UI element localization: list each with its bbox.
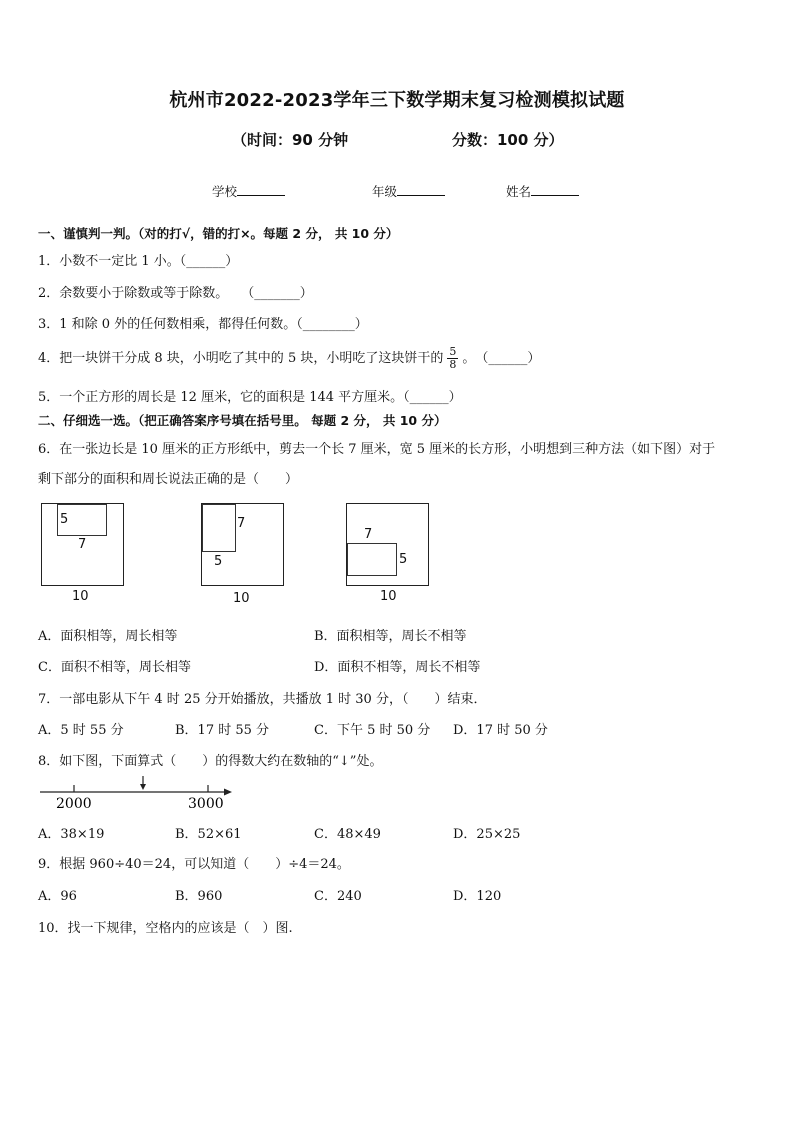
question-1: 1．小数不一定比 1 小。（______） [38, 254, 239, 269]
name-field[interactable] [506, 182, 579, 200]
label-side-5: 5 [214, 554, 223, 569]
fraction-denominator: 8 [449, 358, 457, 371]
label-side-7: 7 [237, 516, 246, 531]
question-7: 7．一部电影从下午 4 时 25 分开始播放，共播放 1 时 30 分，（ ）结束． [38, 692, 487, 707]
question-6-line1: 6．在一张边长是 10 厘米的正方形纸中，剪去一个长 7 厘米，宽 5 厘米的长方形，小明想到三种方法（如下图）对于 [38, 442, 716, 457]
label-side-7: 7 [364, 527, 373, 542]
grade-blank[interactable] [397, 183, 445, 196]
section-1-header: 一、谨慎判一判。（对的打√，错的打×。每题 2 分， 共 10 分） [38, 226, 399, 241]
name-label: 姓名 [506, 184, 532, 199]
school-blank[interactable] [237, 183, 285, 196]
down-arrow-head [140, 784, 146, 790]
label-side-10: 10 [72, 589, 89, 604]
question-2: 2．余数要小于除数或等于除数。 （_______） [38, 286, 313, 301]
fraction-numerator: 5 [449, 345, 457, 358]
school-label: 学校 [212, 184, 238, 199]
cut-rectangle [347, 543, 397, 576]
number-line [36, 774, 236, 814]
q9-option-d[interactable]: D．120 [453, 889, 502, 904]
school-field[interactable] [212, 182, 285, 200]
question-8: 8．如下图，下面算式（ ）的得数大约在数轴的“↓”处。 [38, 754, 383, 769]
q7-option-c[interactable]: C．下午 5 时 50 分 [314, 723, 431, 738]
time-limit: （时间：90 分钟 [232, 131, 349, 149]
q6-option-b[interactable]: B．面积相等，周长不相等 [314, 629, 467, 644]
question-6-line2: 剩下部分的面积和周长说法正确的是（ ） [38, 472, 299, 487]
fraction-5-8 [447, 346, 458, 371]
axis-arrowhead [224, 789, 232, 796]
q9-option-b[interactable]: B．960 [175, 889, 223, 904]
label-side-10: 10 [380, 589, 397, 604]
q8-option-b[interactable]: B．52×61 [175, 827, 242, 842]
label-side-10: 10 [233, 591, 250, 606]
question-4-text: 4．把一块饼干分成 8 块，小明吃了其中的 5 块，小明吃了这块饼干的 [38, 351, 444, 366]
question-10: 10．找一下规律，空格内的应该是（ ）图. [38, 921, 293, 936]
cut-rectangle [202, 504, 236, 552]
q9-option-c[interactable]: C．240 [314, 889, 362, 904]
q8-option-a[interactable]: A．38×19 [38, 827, 105, 842]
label-2000: 2000 [56, 796, 92, 812]
section-2-header: 二、仔细选一选。（把正确答案序号填在括号里。 每题 2 分， 共 10 分） [38, 413, 447, 428]
page-title: 杭州市2022-2023学年三下数学期末复习检测模拟试题 [169, 90, 625, 111]
q9-option-a[interactable]: A．96 [38, 889, 77, 904]
q8-option-c[interactable]: C．48×49 [314, 827, 381, 842]
label-side-5: 5 [399, 552, 408, 567]
q7-option-b[interactable]: B．17 时 55 分 [175, 723, 270, 738]
grade-field[interactable] [372, 182, 445, 200]
name-blank[interactable] [531, 183, 579, 196]
q7-option-d[interactable]: D．17 时 50 分 [453, 723, 548, 738]
grade-label: 年级 [372, 184, 398, 199]
question-3: 3．1 和除 0 外的任何数相乘，都得任何数。（________） [38, 317, 368, 332]
label-3000: 3000 [188, 796, 224, 812]
question-9: 9．根据 960÷40＝24，可以知道（ ）÷4＝24。 [38, 857, 350, 872]
question-5: 5．一个正方形的周长是 12 厘米，它的面积是 144 平方厘米。（______） [38, 390, 462, 405]
q7-option-a[interactable]: A．5 时 55 分 [38, 723, 124, 738]
q8-option-d[interactable]: D．25×25 [453, 827, 521, 842]
q6-option-a[interactable]: A．面积相等，周长相等 [38, 629, 178, 644]
q6-option-d[interactable]: D．面积不相等，周长不相等 [314, 660, 481, 675]
question-4-blank: 。 （______） [462, 351, 541, 366]
question-4 [38, 346, 540, 371]
q6-option-c[interactable]: C．面积不相等，周长相等 [38, 660, 191, 675]
total-score: 分数：100 分） [452, 131, 564, 149]
label-side-7: 7 [78, 537, 87, 552]
label-side-5: 5 [60, 512, 69, 527]
